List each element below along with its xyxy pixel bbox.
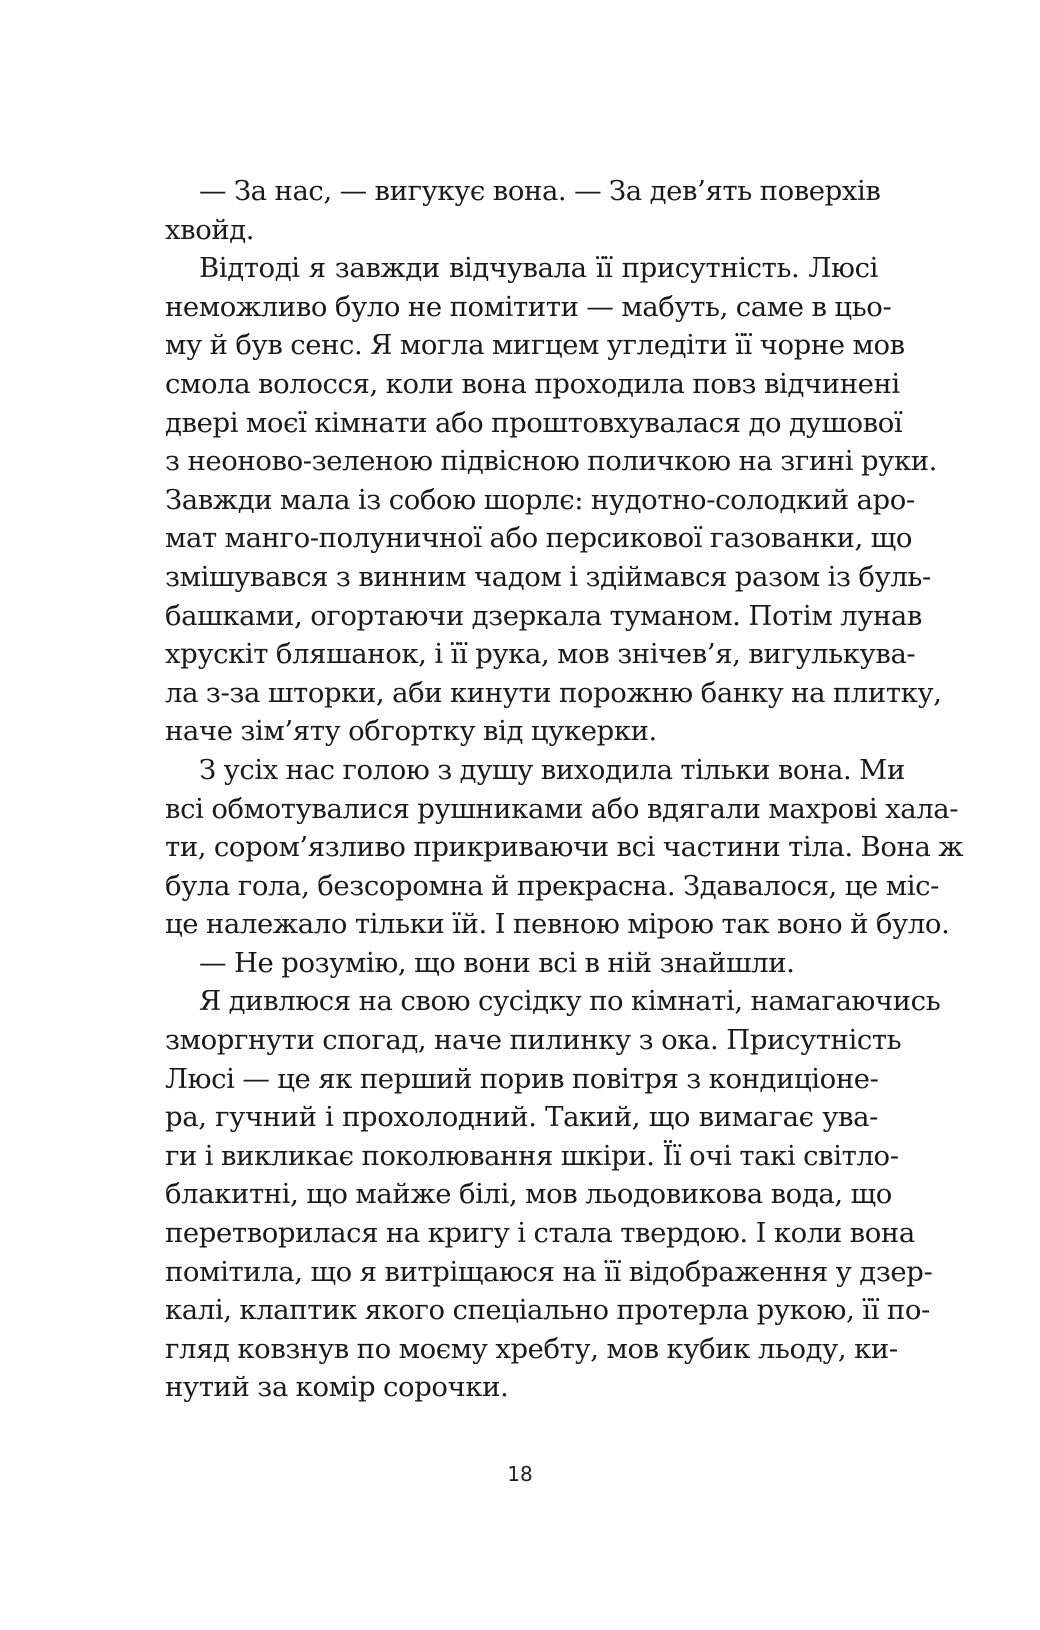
text-line: смола волосся, коли вона проходила повз відчинені	[165, 367, 900, 400]
text-line: зморгнути спогад, наче пилинку з ока. Присутність	[165, 1024, 902, 1057]
text-line: з неоново-зеленою підвісною поличкою на згині руки.	[165, 445, 938, 478]
text-line: калі, клаптик якого спеціально протерла рукою, її по-	[165, 1294, 930, 1327]
text-line: хвойд.	[165, 213, 255, 246]
text-line: нутий за комір сорочки.	[165, 1371, 509, 1404]
text-line: З усіх нас голою з душу виходила тільки вона. Ми	[199, 753, 905, 786]
text-line: — За нас, — вигукує вона. — За дев’ять поверхів	[199, 175, 881, 207]
text-line: ти, сором’язливо прикриваючи всі частини тіла. Вона ж	[165, 831, 964, 864]
text-line: неможливо було не помітити — мабуть, саме в цьо-	[165, 290, 892, 323]
text-line: перетворилася на кригу і стала твердою. І коли вона	[165, 1217, 915, 1250]
text-line: всі обмотувалися рушниками або вдягали махрові хала-	[165, 792, 959, 825]
text-line: помітила, що я витріщаюся на її відображення у дзер-	[165, 1255, 933, 1288]
text-line: Люсі — це як перший порив повітря з кондиціоне-	[165, 1062, 879, 1095]
text-line: Я дивлюся на свою сусідку по кімнаті, намагаючись	[199, 985, 941, 1018]
text-line: мат манго-полуничної або персикової газованки, що	[165, 522, 913, 555]
text-line: му й був сенс. Я могла мигцем угледіти її чорне мов	[165, 329, 905, 362]
body-text	[165, 172, 964, 1407]
page-number: 18	[507, 1462, 533, 1486]
text-line: хрускіт бляшанок, і її рука, мов знічев’я, вигулькува-	[165, 638, 916, 671]
text-line: змішувався з винним чадом і здіймався разом із буль-	[165, 560, 931, 593]
text-line: ра, гучний і прохолодний. Такий, що вимагає ува-	[165, 1101, 878, 1134]
text-line: Відтоді я завжди відчувала її присутність. Люсі	[199, 252, 878, 285]
text-line: ги і викликає поколювання шкіри. Її очі такі світло-	[165, 1139, 899, 1172]
text-line: башками, огортаючи дзеркала туманом. Потім лунав	[165, 599, 923, 632]
text-line: блакитні, що майже білі, мов льодовикова вода, що	[165, 1178, 892, 1211]
text-line: це належало тільки їй. І певною мірою так воно й було.	[165, 908, 950, 941]
text-line: двері моєї кімнати або проштовхувалася до душової	[165, 406, 903, 439]
text-line: ла з-за шторки, аби кинути порожню банку на плитку,	[165, 676, 942, 709]
text-line: була гола, безсоромна й прекрасна. Здавалося, це міс-	[165, 869, 940, 902]
text-line: гляд ковзнув по моєму хребту, мов кубик льоду, ки-	[165, 1332, 898, 1365]
text-line: — Не розумію, що вони всі в ній знайшли.	[199, 946, 795, 979]
text-line: наче зім’яту обгортку від цукерки.	[165, 715, 657, 748]
text-line: Завжди мала із собою шорлє: нудотно-солодкий аро-	[165, 483, 915, 516]
